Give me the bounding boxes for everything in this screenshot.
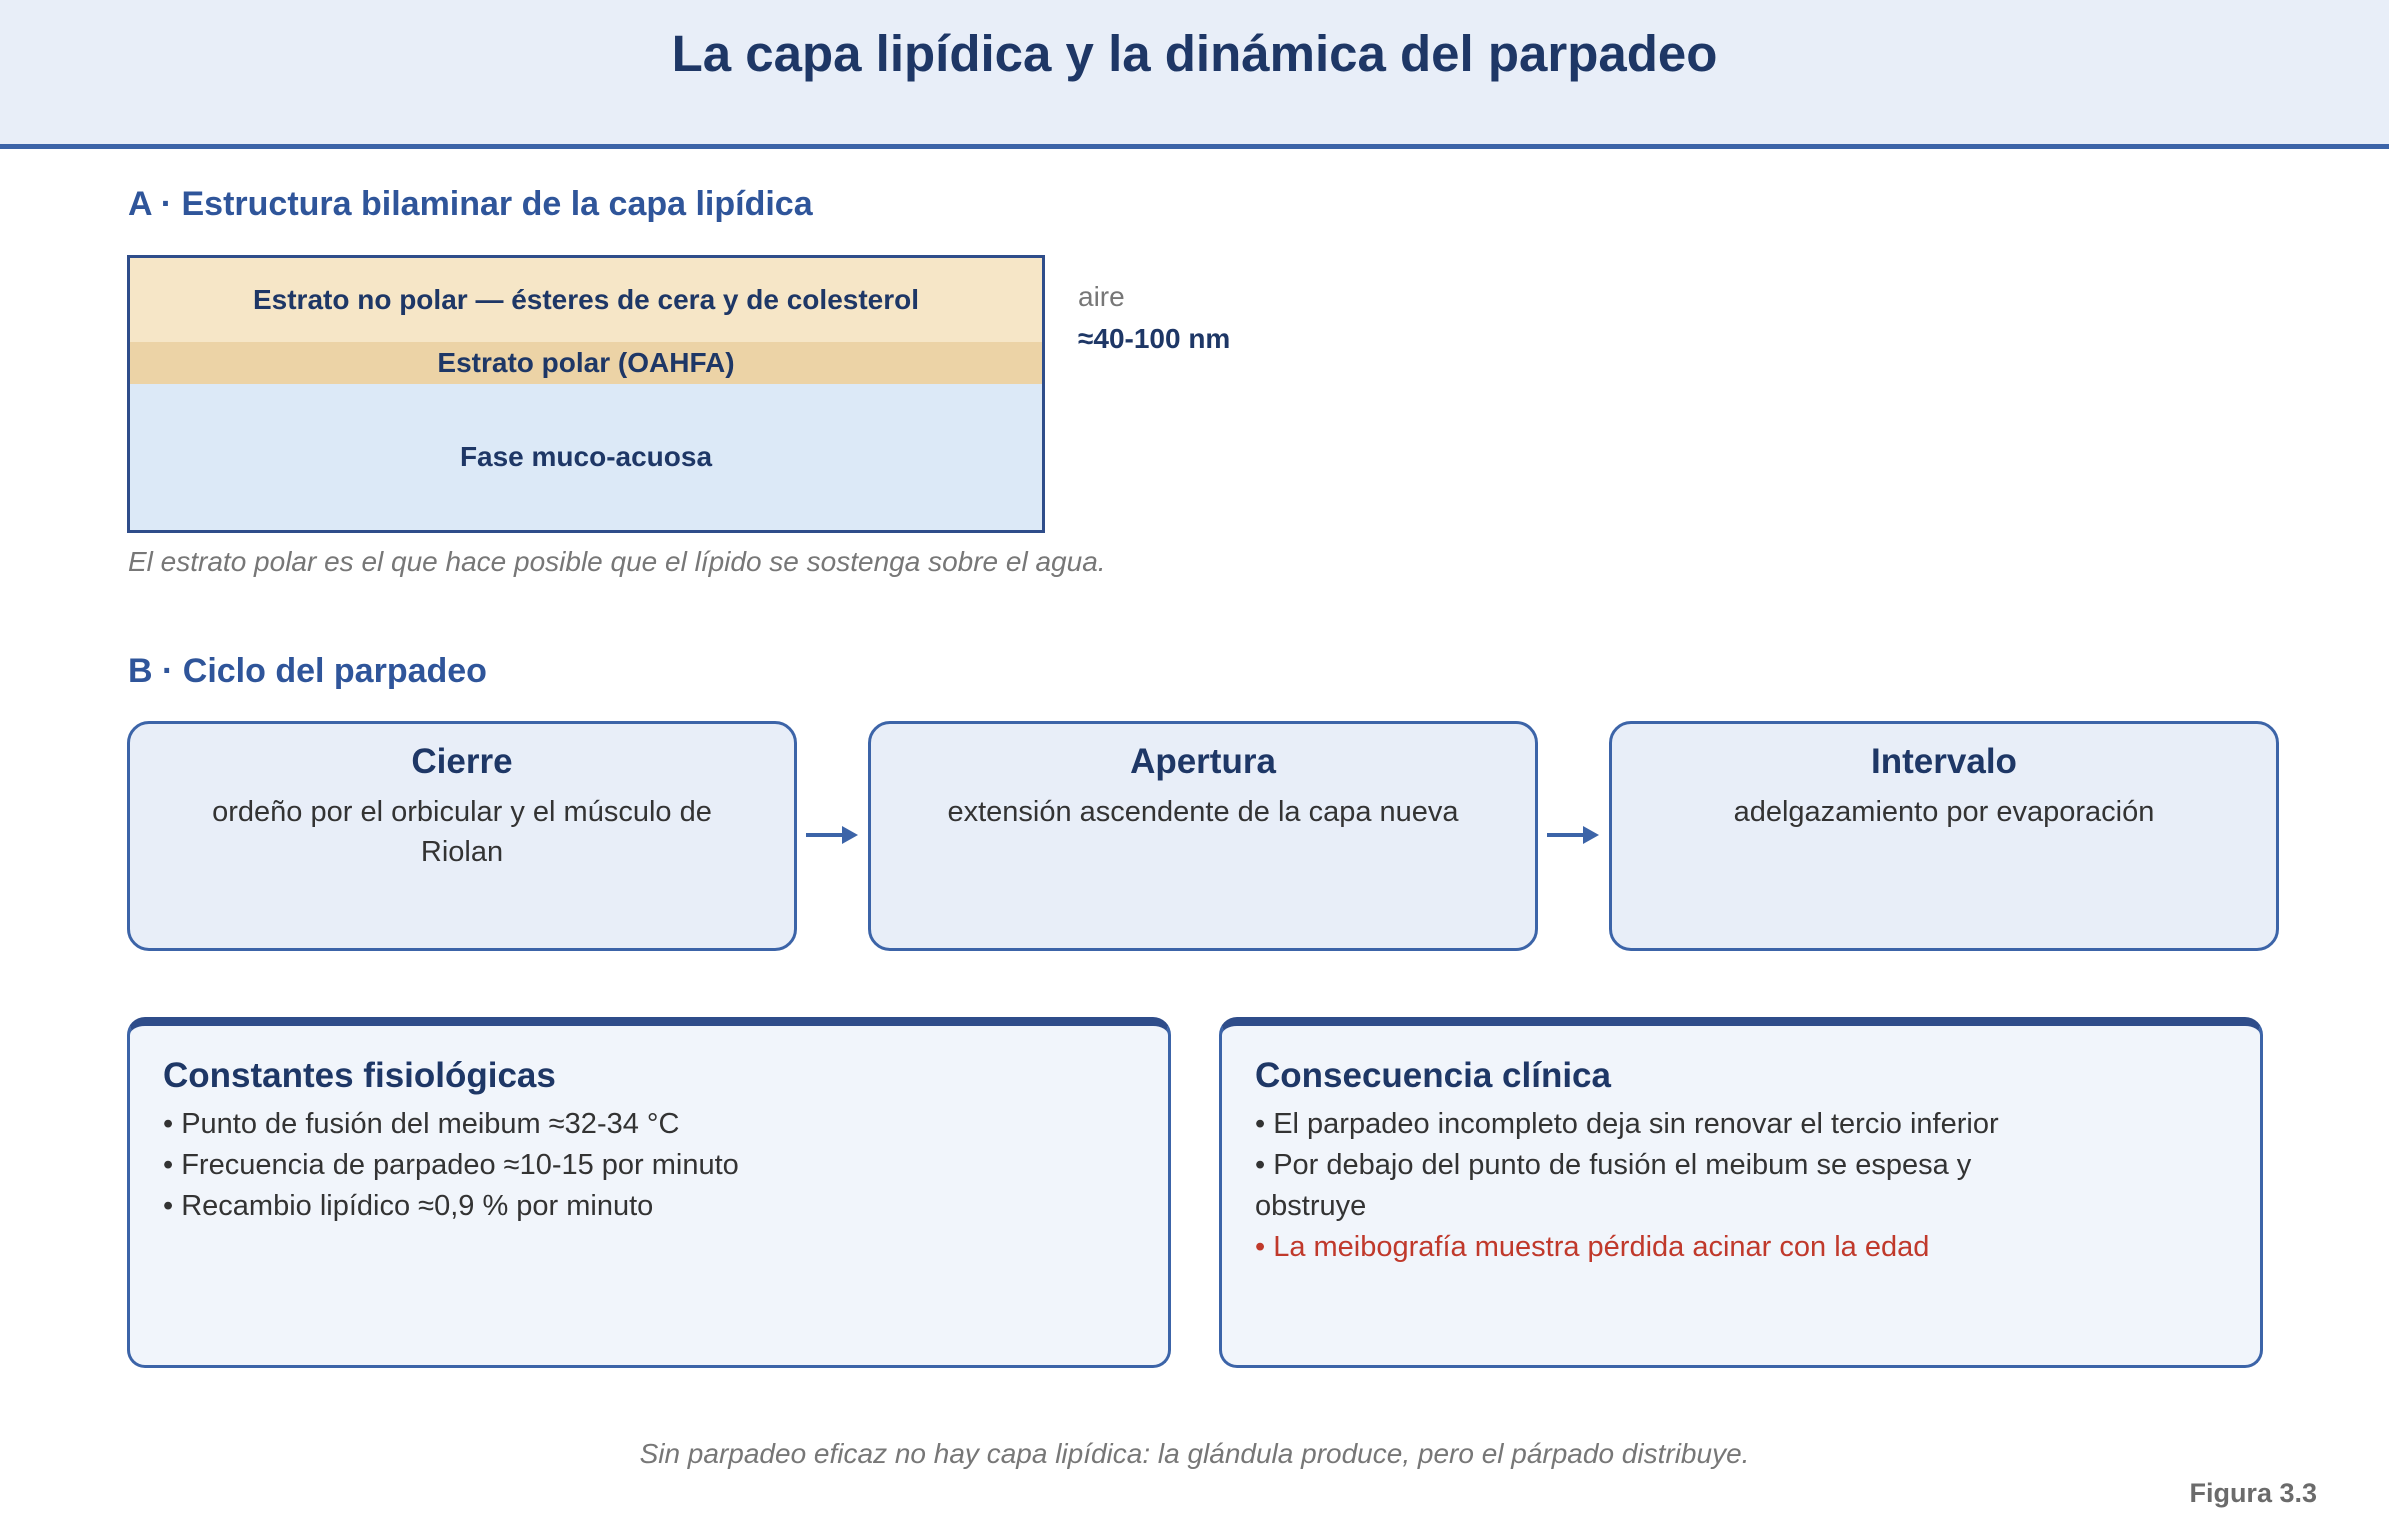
list-item: • Por debajo del punto de fusión el meibum se espesa y obstruye xyxy=(1255,1149,1972,1222)
list-item-highlight: • La meibografía muestra pérdida acinar con la edad xyxy=(1255,1231,1930,1263)
nonpolar-layer: Estrato no polar — ésteres de cera y de colesterol xyxy=(130,258,1042,345)
page-title: La capa lipídica y la dinámica del parpadeo xyxy=(671,25,1718,82)
section-b-title: B · Ciclo del parpadeo xyxy=(128,652,487,690)
panel-title: Consecuencia clínica xyxy=(1255,1056,1611,1095)
list-item: • Recambio lipídico ≈0,9 % por minuto xyxy=(163,1190,654,1222)
panel-title: Constantes fisiológicas xyxy=(163,1056,556,1095)
step-title: Intervalo xyxy=(1871,742,2017,781)
step-intervalo xyxy=(1609,721,2279,951)
arrow-right-icon xyxy=(1547,820,1599,850)
air-label: aire xyxy=(1078,281,1125,312)
thickness-label: ≈40-100 nm xyxy=(1078,323,1231,354)
step-description: adelgazamiento por evaporación xyxy=(1733,796,2155,828)
list-item: • El parpadeo incompleto deja sin renovar el tercio inferior xyxy=(1255,1108,1999,1140)
list-item: • Frecuencia de parpadeo ≈10-15 por minuto xyxy=(163,1149,739,1181)
polar-layer: Estrato polar (OAHFA) xyxy=(130,342,1042,387)
arrow-right-icon xyxy=(806,820,858,850)
constants-panel xyxy=(127,1017,1171,1368)
step-apertura xyxy=(868,721,1538,951)
step-title: Cierre xyxy=(411,742,513,781)
figure-label: Figura 3.3 xyxy=(2189,1478,2317,1508)
step-cierre xyxy=(127,721,797,951)
clinical-panel xyxy=(1219,1017,2263,1368)
lipid-layer-diagram xyxy=(127,255,1045,533)
section-a-title: A · Estructura bilaminar de la capa lipídica xyxy=(128,185,813,223)
step-description: extensión ascendente de la capa nueva xyxy=(947,796,1459,828)
list-item: • Punto de fusión del meibum ≈32-34 °C xyxy=(163,1108,680,1140)
section-a-note: El estrato polar es el que hace posible que el lípido se sostenga sobre el agua. xyxy=(128,546,1106,577)
header-bar xyxy=(0,0,2389,149)
step-description: ordeño por el orbicular y el músculo de Riolan xyxy=(212,796,712,868)
muco-aqueous-layer: Fase muco-acuosa xyxy=(130,384,1042,530)
step-title: Apertura xyxy=(1130,742,1276,781)
footer-note: Sin parpadeo eficaz no hay capa lipídica: la glándula produce, pero el párpado distribuye. xyxy=(639,1438,1750,1469)
